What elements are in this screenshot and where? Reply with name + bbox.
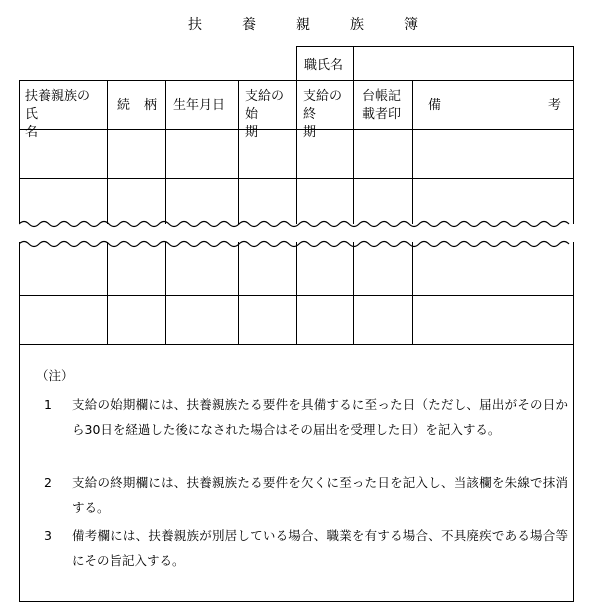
- note-text: 支給の始期欄には、扶養親族たる要件を具備するに至った日（ただし、届出がその日から30日を経過した後になされた場合はその届出を受理した日）を記入する。: [72, 397, 568, 437]
- title-char: 養: [242, 17, 256, 33]
- header-dependent-name-right: 名: [25, 125, 39, 140]
- notes-heading: （注）: [36, 368, 74, 383]
- header-remarks-right: 考: [547, 98, 561, 113]
- title-char: 親: [296, 17, 310, 33]
- table-row[interactable]: [20, 179, 573, 215]
- employee-name-field[interactable]: [354, 47, 573, 80]
- header-dependent-name-left: 氏: [25, 107, 39, 122]
- header-relationship: [117, 97, 157, 115]
- header-payment-end-right: 期: [303, 125, 317, 140]
- header-payment-end-line1: 支給の: [303, 89, 343, 104]
- note-text: 支給の終期欄には、扶養親族たる要件を欠くに至った日を記入し、当該欄を朱線で抹消する。: [72, 475, 568, 515]
- header-ledger-seal-line1: 台帳記: [362, 89, 402, 104]
- header-payment-start-line1: 支給の: [245, 89, 285, 104]
- header-relationship-right: 柄: [143, 98, 157, 113]
- header-ledger-seal-line2: 載者印: [362, 107, 402, 122]
- table-row[interactable]: [20, 130, 573, 178]
- header-birth-date: 生年月日: [173, 98, 226, 113]
- title-char: 簿: [404, 17, 418, 33]
- header-relationship-left: 続: [117, 98, 131, 113]
- table-row[interactable]: [20, 252, 573, 295]
- header-payment-start-left: 始: [245, 107, 259, 122]
- header-remarks: [428, 97, 561, 115]
- note-text: 備考欄には、扶養親族が別居している場合、職業を有する場合、不具廃疾である場合等にその旨記入する。: [72, 528, 568, 568]
- title-char: 族: [350, 17, 364, 33]
- header-payment-end-left: 終: [303, 107, 317, 122]
- title-char: 扶: [188, 17, 202, 33]
- header-remarks-left: 備: [428, 98, 442, 113]
- document-title: [0, 14, 593, 36]
- header-ledger-seal: [362, 88, 401, 124]
- table-row[interactable]: [20, 296, 573, 344]
- note-number: 2: [44, 475, 52, 490]
- note-number: 3: [44, 528, 52, 543]
- header-payment-start-right: 期: [245, 125, 259, 140]
- employee-name-label: 職氏名: [304, 58, 344, 73]
- table-break-mark: [19, 215, 575, 251]
- note-number: 1: [44, 397, 52, 412]
- header-dependent-name-line1: 扶養親族の: [25, 89, 91, 104]
